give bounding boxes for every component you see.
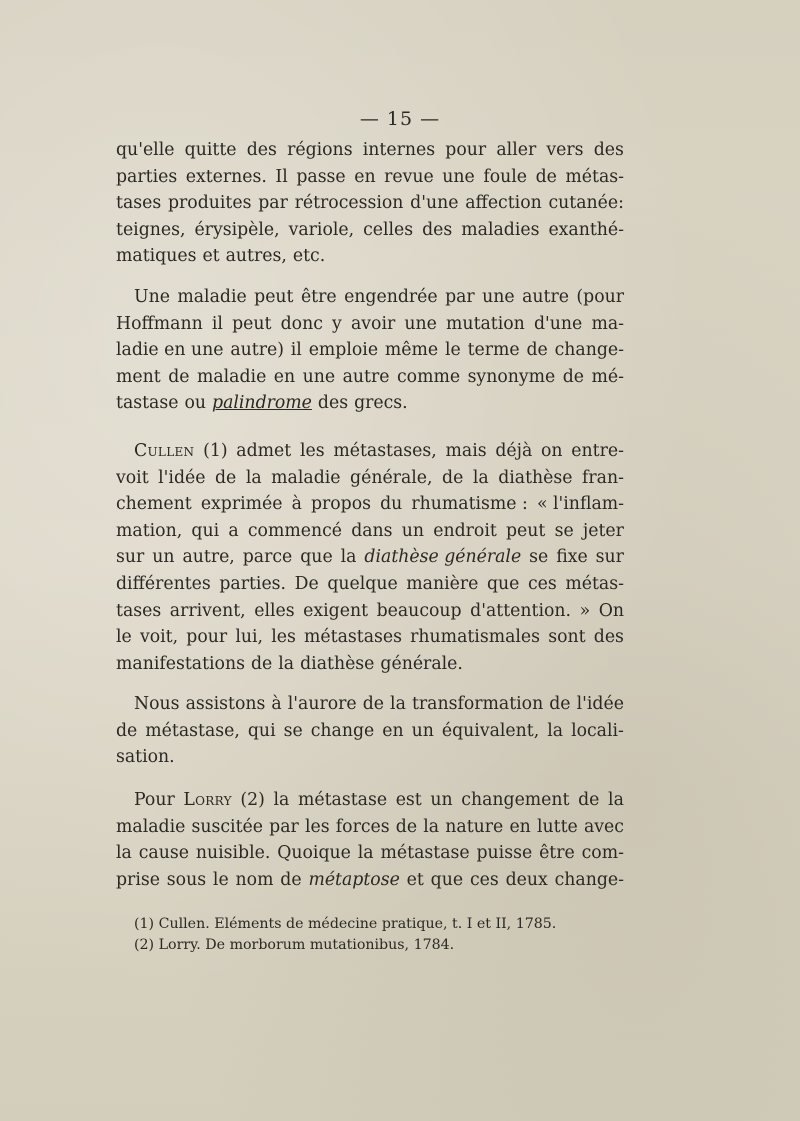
word: change- bbox=[554, 340, 624, 361]
word: métas- bbox=[565, 166, 624, 187]
word: la bbox=[340, 547, 357, 568]
word: d'attention. bbox=[470, 600, 572, 621]
text-line bbox=[116, 544, 624, 571]
word: sous bbox=[166, 869, 207, 890]
word: de bbox=[116, 720, 138, 741]
word: la bbox=[273, 790, 290, 811]
word: ment bbox=[116, 366, 161, 387]
word: terme bbox=[467, 340, 520, 361]
word: manifestations bbox=[116, 653, 245, 674]
word: prise bbox=[116, 869, 160, 890]
word: pour bbox=[186, 627, 228, 648]
word: que bbox=[486, 573, 520, 594]
word: rhumatismales bbox=[410, 627, 541, 648]
text-line bbox=[116, 243, 624, 270]
word: nuisible. bbox=[195, 843, 271, 864]
word: maladie bbox=[271, 467, 341, 488]
word: une bbox=[302, 366, 336, 387]
word: sur bbox=[595, 547, 624, 568]
word: (2) bbox=[240, 790, 265, 811]
word: des bbox=[593, 140, 624, 160]
word: des bbox=[317, 393, 349, 414]
word: Lorry bbox=[183, 790, 232, 811]
word: maladies bbox=[461, 219, 540, 240]
text-line bbox=[116, 787, 624, 814]
word: être bbox=[300, 286, 337, 307]
word: on bbox=[541, 440, 563, 461]
word: nature bbox=[445, 816, 504, 837]
word: par bbox=[445, 286, 475, 307]
word: fran- bbox=[582, 467, 624, 488]
word: chement bbox=[116, 494, 192, 515]
word: puisse bbox=[476, 843, 533, 864]
text-line bbox=[116, 337, 624, 364]
word: quitte bbox=[184, 140, 237, 160]
text-line bbox=[116, 311, 624, 338]
word: il bbox=[211, 313, 223, 334]
word: revue bbox=[384, 166, 434, 187]
paragraph-gap bbox=[116, 771, 624, 787]
word: teignes, bbox=[116, 219, 186, 240]
word: des bbox=[593, 627, 624, 648]
word: métastase bbox=[380, 843, 470, 864]
word: autre) bbox=[230, 340, 284, 361]
word: il bbox=[290, 340, 302, 361]
word: qui bbox=[247, 720, 276, 741]
word: érysipèle, bbox=[194, 219, 280, 240]
word: sation. bbox=[116, 747, 175, 768]
text-line bbox=[116, 438, 624, 465]
word: exanthé- bbox=[548, 219, 624, 240]
text-line bbox=[116, 718, 624, 745]
word: et bbox=[406, 869, 424, 890]
word: tases bbox=[116, 600, 162, 621]
word: maladie bbox=[196, 366, 267, 387]
word: métastase bbox=[298, 790, 388, 811]
word: ladie en une bbox=[116, 340, 224, 361]
word: mé- bbox=[591, 366, 624, 387]
word: les bbox=[299, 440, 325, 461]
word: métastases bbox=[304, 627, 402, 648]
word: la bbox=[245, 467, 262, 488]
word: générale, bbox=[350, 467, 433, 488]
text-line bbox=[116, 390, 624, 417]
word: même bbox=[384, 340, 439, 361]
word: (1) bbox=[203, 440, 228, 461]
word: comme bbox=[396, 366, 461, 387]
word: Quoique bbox=[277, 843, 351, 864]
word: en bbox=[273, 366, 296, 387]
word: maladie bbox=[116, 816, 186, 837]
word: les bbox=[271, 627, 296, 648]
word: ces bbox=[469, 869, 499, 890]
text-line bbox=[116, 284, 624, 311]
word: la bbox=[608, 790, 624, 811]
word: Pour bbox=[134, 790, 175, 811]
word: générale. bbox=[380, 653, 463, 674]
word: en bbox=[382, 720, 404, 741]
word: d'une bbox=[410, 193, 459, 214]
word: la bbox=[116, 843, 132, 864]
word: de bbox=[442, 467, 464, 488]
word: autre bbox=[342, 366, 390, 387]
word: différentes bbox=[116, 573, 211, 594]
word: (pour bbox=[576, 286, 624, 307]
word: suscitée bbox=[191, 816, 263, 837]
text-line bbox=[116, 518, 624, 545]
paragraph-gap bbox=[116, 270, 624, 284]
footnotes bbox=[134, 914, 624, 956]
word: Cullen bbox=[134, 440, 195, 461]
word: et bbox=[202, 246, 220, 267]
text-line bbox=[116, 598, 624, 625]
word: par bbox=[258, 193, 288, 214]
text-line bbox=[116, 190, 624, 217]
word: fixe bbox=[556, 547, 588, 568]
word: endroit bbox=[433, 520, 497, 541]
body-text bbox=[116, 137, 624, 893]
word: voit bbox=[116, 467, 149, 488]
word: grecs. bbox=[354, 393, 408, 414]
word: entre- bbox=[571, 440, 624, 461]
word: rhumatisme : bbox=[411, 494, 528, 515]
word: rétrocession bbox=[294, 193, 404, 214]
word: métastases, bbox=[333, 440, 437, 461]
word: emploie bbox=[308, 340, 379, 361]
word: change bbox=[310, 720, 375, 741]
word: qui bbox=[191, 520, 220, 541]
word: commencé bbox=[247, 520, 342, 541]
paragraph-gap bbox=[116, 417, 624, 438]
word: forces bbox=[335, 816, 390, 837]
page-number: — 15 — bbox=[359, 108, 441, 130]
word: sur bbox=[116, 547, 145, 568]
word: arrivent, bbox=[169, 600, 246, 621]
word: ma- bbox=[591, 313, 624, 334]
paragraph-gap bbox=[116, 677, 624, 691]
word: engendrée bbox=[344, 286, 438, 307]
word: cutanée: bbox=[548, 193, 624, 214]
word: un bbox=[152, 547, 175, 568]
word: les bbox=[304, 816, 330, 837]
word: dans bbox=[351, 520, 393, 541]
word: tastase bbox=[116, 393, 179, 414]
footnote-1: (1) Cullen. Eléments de médecine pratique, t. I et II, 1785. bbox=[134, 916, 557, 932]
word: palindrome bbox=[212, 393, 312, 414]
word: pour bbox=[445, 140, 487, 160]
text-line bbox=[116, 744, 624, 771]
text-line bbox=[116, 491, 624, 518]
word: se bbox=[554, 520, 574, 541]
word: etc. bbox=[292, 246, 326, 267]
word: deux bbox=[505, 869, 548, 890]
word: synonyme bbox=[467, 366, 556, 387]
word: autre, bbox=[182, 547, 235, 568]
word: métaptose bbox=[308, 869, 400, 890]
word: beaucoup bbox=[376, 600, 462, 621]
word: la bbox=[390, 694, 406, 715]
word: des bbox=[246, 140, 277, 160]
word: une bbox=[404, 313, 437, 334]
word: à bbox=[271, 694, 282, 715]
word: l'idée bbox=[158, 467, 206, 488]
word: donc bbox=[280, 313, 323, 334]
word: ou bbox=[184, 393, 207, 414]
word: diathèse générale bbox=[364, 547, 522, 568]
word: avoir bbox=[350, 313, 396, 334]
word: assistons bbox=[185, 694, 266, 715]
word: de bbox=[562, 366, 585, 387]
word: se bbox=[283, 720, 303, 741]
word: de bbox=[362, 694, 384, 715]
word: mais bbox=[445, 440, 487, 461]
word: On bbox=[598, 600, 624, 621]
word: autres, bbox=[225, 246, 287, 267]
text-line bbox=[116, 691, 624, 718]
word: change- bbox=[554, 869, 624, 890]
word: autre bbox=[522, 286, 569, 307]
text-line bbox=[116, 571, 624, 598]
word: un bbox=[401, 520, 425, 541]
word: locali- bbox=[571, 720, 624, 741]
word: » bbox=[579, 600, 591, 621]
word: changement bbox=[461, 790, 570, 811]
text-line bbox=[116, 840, 624, 867]
word: mutation bbox=[446, 313, 525, 334]
word: de bbox=[395, 816, 418, 837]
text-line bbox=[116, 867, 624, 894]
word: de bbox=[215, 467, 237, 488]
footnote-2: (2) Lorry. De morborum mutationibus, 1784. bbox=[134, 937, 455, 953]
word: internes bbox=[362, 140, 436, 160]
word: Hoffmann bbox=[116, 313, 203, 334]
word: propos bbox=[310, 494, 372, 515]
word: qu'elle bbox=[116, 140, 175, 160]
word: matiques bbox=[116, 246, 197, 267]
word: équivalent, bbox=[441, 720, 540, 741]
text-line bbox=[116, 137, 624, 164]
word: passe bbox=[296, 166, 346, 187]
word: de bbox=[549, 694, 571, 715]
word: produites bbox=[167, 193, 252, 214]
word: externes. bbox=[185, 166, 267, 187]
word: parties. bbox=[219, 573, 287, 594]
word: est bbox=[395, 790, 422, 811]
word: de bbox=[578, 790, 600, 811]
word: De bbox=[294, 573, 319, 594]
word: Une bbox=[134, 286, 170, 307]
word: la bbox=[423, 816, 440, 837]
word: en bbox=[354, 166, 376, 187]
word: y bbox=[332, 313, 342, 334]
word: variole, bbox=[288, 219, 355, 240]
text-line bbox=[116, 465, 624, 492]
word: de bbox=[168, 366, 190, 387]
word: une bbox=[482, 286, 515, 307]
word: admet bbox=[236, 440, 292, 461]
word: parties bbox=[116, 166, 178, 187]
word: en bbox=[509, 816, 531, 837]
word: de bbox=[280, 869, 302, 890]
word: d'une bbox=[533, 313, 583, 334]
word: que bbox=[300, 547, 333, 568]
word: des bbox=[422, 219, 453, 240]
word: à bbox=[291, 494, 302, 515]
word: un bbox=[430, 790, 453, 811]
word: déjà bbox=[495, 440, 533, 461]
word: peut bbox=[506, 520, 546, 541]
text-line bbox=[116, 814, 624, 841]
word: celles bbox=[363, 219, 414, 240]
text-line bbox=[116, 651, 624, 678]
word: métastase, bbox=[145, 720, 240, 741]
word: lutte bbox=[536, 816, 578, 837]
word: par bbox=[269, 816, 299, 837]
word: métas- bbox=[565, 573, 624, 594]
word: une bbox=[442, 166, 475, 187]
word: mation, bbox=[116, 520, 183, 541]
word: diathèse bbox=[498, 467, 573, 488]
word: de bbox=[535, 166, 557, 187]
word: lui, bbox=[235, 627, 264, 648]
word: « l'inflam- bbox=[536, 494, 624, 515]
word: peut bbox=[232, 313, 272, 334]
text-line bbox=[116, 364, 624, 391]
word: exigent bbox=[303, 600, 369, 621]
word: nom bbox=[235, 869, 274, 890]
word: diathèse bbox=[300, 653, 375, 674]
word: foule bbox=[483, 166, 528, 187]
word: voit, bbox=[139, 627, 179, 648]
text-line bbox=[116, 217, 624, 244]
word: quelque bbox=[327, 573, 398, 594]
word: régions bbox=[287, 140, 353, 160]
word: que bbox=[430, 869, 464, 890]
word: peut bbox=[254, 286, 294, 307]
word: exprimée bbox=[200, 494, 283, 515]
word: sont bbox=[548, 627, 586, 648]
word: manière bbox=[406, 573, 479, 594]
word: ces bbox=[527, 573, 557, 594]
word: se bbox=[529, 547, 549, 568]
word: com- bbox=[581, 843, 624, 864]
word: de bbox=[250, 653, 273, 674]
word: vers bbox=[546, 140, 584, 160]
text-line bbox=[116, 164, 624, 191]
word: être bbox=[539, 843, 575, 864]
word: la bbox=[357, 843, 374, 864]
text-line bbox=[116, 624, 624, 651]
word: de bbox=[526, 340, 548, 361]
word: tases bbox=[116, 193, 162, 214]
word: transformation bbox=[411, 694, 544, 715]
word: affection bbox=[465, 193, 542, 214]
word: le bbox=[212, 869, 229, 890]
word: le bbox=[444, 340, 461, 361]
word: Il bbox=[275, 166, 288, 187]
word: avec bbox=[583, 816, 624, 837]
word: la bbox=[472, 467, 489, 488]
word: elles bbox=[254, 600, 295, 621]
word: Nous bbox=[134, 694, 180, 715]
word: maladie bbox=[177, 286, 247, 307]
word: parce bbox=[242, 547, 293, 568]
word: la bbox=[278, 653, 295, 674]
word: du bbox=[380, 494, 403, 515]
word: aller bbox=[496, 140, 537, 160]
word: jeter bbox=[582, 520, 624, 541]
word: l'idée bbox=[576, 694, 624, 715]
word: un bbox=[411, 720, 434, 741]
word: l'aurore bbox=[287, 694, 357, 715]
word: a bbox=[228, 520, 239, 541]
word: le bbox=[116, 627, 132, 648]
word: la bbox=[547, 720, 564, 741]
word: cause bbox=[138, 843, 189, 864]
